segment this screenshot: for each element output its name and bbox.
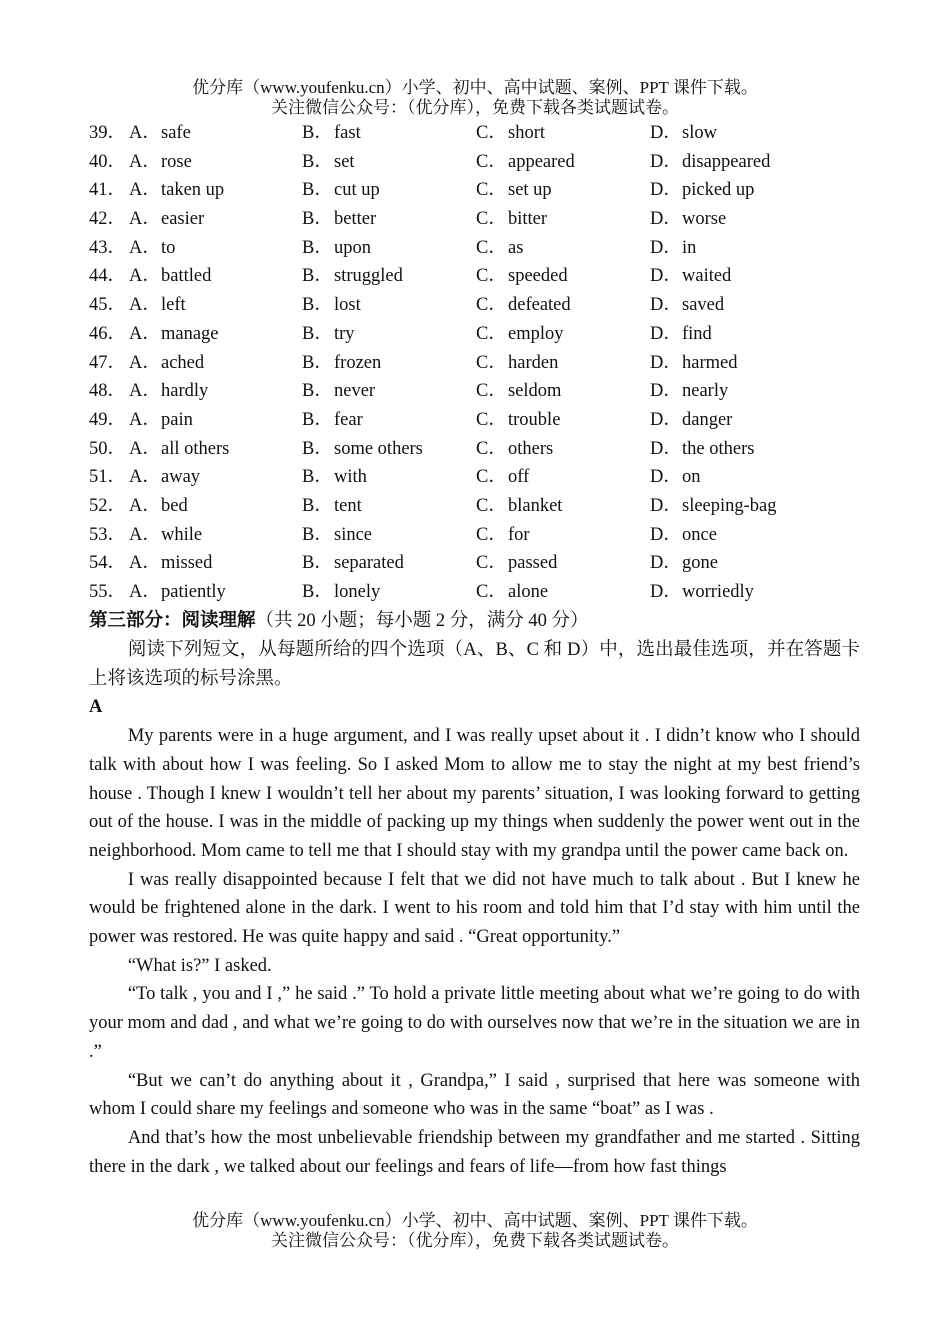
option-b <box>302 578 380 607</box>
option-text: blanket <box>508 495 563 516</box>
option-b <box>302 262 403 291</box>
option-text: try <box>334 323 355 344</box>
option-text: since <box>334 524 373 545</box>
option-letter: D． <box>650 438 682 459</box>
option-letter: A． <box>129 237 161 258</box>
option-letter: B． <box>302 209 333 230</box>
option-b <box>302 463 367 492</box>
option-letter: B． <box>302 151 333 172</box>
question-number: 43． <box>89 237 127 258</box>
option-text: missed <box>161 553 213 574</box>
option-a <box>129 262 211 291</box>
option-text: the others <box>682 438 755 459</box>
option-letter: C． <box>476 123 507 143</box>
option-d <box>650 234 696 263</box>
option-a <box>129 578 226 607</box>
option-b <box>302 521 372 550</box>
passage-paragraph: “But we can’t do anything about it , Grandpa,” I said , surprised that here was someone with whom I could share my feelings and someone who was in the same “boat” as I was . <box>89 1070 860 1120</box>
option-c <box>476 291 571 320</box>
option-text: danger <box>682 409 733 430</box>
question-row <box>89 119 869 148</box>
option-a <box>129 492 188 521</box>
footer-line-1: 优分库（www.youfenku.cn）小学、初中、高中试题、案例、PPT 课件下载。 <box>192 1211 758 1230</box>
option-c <box>476 463 529 492</box>
question-number: 44． <box>89 266 127 287</box>
option-letter: A． <box>129 180 161 201</box>
option-text: employ <box>508 323 564 344</box>
option-letter: A． <box>129 467 161 488</box>
option-text: some others <box>334 438 423 459</box>
reading-section <box>89 636 860 1181</box>
option-d <box>650 148 770 177</box>
option-letter: C． <box>476 266 507 287</box>
option-text: all others <box>161 438 230 459</box>
option-text: worriedly <box>682 582 754 602</box>
option-d <box>650 377 728 406</box>
option-b <box>302 148 355 177</box>
question-number: 39． <box>89 123 127 143</box>
option-b <box>302 291 361 320</box>
option-text: worse <box>682 209 727 230</box>
option-letter: A． <box>129 323 161 344</box>
option-d <box>650 119 717 148</box>
option-letter: B． <box>302 381 333 402</box>
option-a <box>129 320 219 349</box>
question-row <box>89 148 869 177</box>
question-row <box>89 234 869 263</box>
question-number: 45． <box>89 295 127 316</box>
option-letter: C． <box>476 381 507 402</box>
option-letter: A． <box>129 123 161 143</box>
option-c <box>476 234 523 263</box>
option-text: slow <box>682 123 717 143</box>
option-text: seldom <box>508 381 562 402</box>
question-row <box>89 549 869 578</box>
option-c <box>476 320 564 349</box>
option-c <box>476 435 553 464</box>
option-text: frozen <box>334 352 382 373</box>
option-text: appeared <box>508 151 575 172</box>
passage-paragraph: “What is?” I asked. <box>127 955 272 976</box>
question-row <box>89 406 869 435</box>
question-number: 41． <box>89 180 127 201</box>
option-text: hardly <box>161 381 209 402</box>
option-text: fast <box>334 123 361 143</box>
option-d <box>650 521 717 550</box>
option-d <box>650 549 718 578</box>
option-text: set up <box>508 180 552 201</box>
option-c <box>476 377 561 406</box>
question-number: 55． <box>89 582 127 602</box>
question-row <box>89 176 869 205</box>
option-a <box>129 406 193 435</box>
option-text: left <box>161 295 186 316</box>
option-d <box>650 435 754 464</box>
option-text: pain <box>161 409 193 430</box>
option-text: away <box>161 467 201 488</box>
question-row <box>89 320 869 349</box>
option-c <box>476 119 545 148</box>
option-text: upon <box>334 237 371 258</box>
header-line-2: 关注微信公众号：（优分库），免费下载各类试题试卷。 <box>271 98 679 117</box>
option-text: set <box>334 151 355 172</box>
option-letter: A． <box>129 381 161 402</box>
option-text: short <box>508 123 545 143</box>
question-row <box>89 205 869 234</box>
option-d <box>650 349 737 378</box>
option-letter: B． <box>302 409 333 430</box>
option-letter: B． <box>302 237 333 258</box>
option-letter: D． <box>650 352 682 373</box>
option-letter: D． <box>650 237 682 258</box>
option-letter: B． <box>302 266 333 287</box>
option-text: bitter <box>508 209 548 230</box>
option-text: trouble <box>508 409 561 430</box>
option-text: taken up <box>161 180 225 201</box>
option-text: find <box>682 323 712 344</box>
option-d <box>650 291 724 320</box>
option-letter: D． <box>650 266 682 287</box>
option-b <box>302 435 423 464</box>
option-letter: A． <box>129 553 161 574</box>
option-text: easier <box>161 209 205 230</box>
section-title <box>89 607 589 636</box>
option-b <box>302 320 355 349</box>
section-heading: 第三部分：阅读理解 <box>89 611 256 631</box>
option-text: struggled <box>334 266 403 287</box>
option-text: nearly <box>682 381 729 402</box>
option-text: lonely <box>334 582 381 602</box>
option-letter: D． <box>650 553 682 574</box>
passage-label: A <box>89 697 103 718</box>
option-text: picked up <box>682 180 755 201</box>
question-row <box>89 377 869 406</box>
option-text: never <box>334 381 376 402</box>
option-c <box>476 349 558 378</box>
option-letter: D． <box>650 495 682 516</box>
option-letter: A． <box>129 209 161 230</box>
option-letter: C． <box>476 438 507 459</box>
option-letter: B． <box>302 123 333 143</box>
option-letter: B． <box>302 495 333 516</box>
option-text: others <box>508 438 554 459</box>
option-c <box>476 578 548 607</box>
question-row <box>89 521 869 550</box>
option-text: bed <box>161 495 188 516</box>
passage-paragraph: And that’s how the most unbelievable friendship between my grandfather and me started . Sitting there in the dark , we talked about our feelings and fears of life—from how fast things <box>89 1127 860 1177</box>
option-text: battled <box>161 266 212 287</box>
option-letter: B． <box>302 180 333 201</box>
option-d <box>650 463 701 492</box>
option-letter: C． <box>476 553 507 574</box>
option-letter: C． <box>476 582 507 602</box>
option-a <box>129 148 192 177</box>
option-text: on <box>682 467 701 488</box>
option-letter: D． <box>650 323 682 344</box>
option-letter: D． <box>650 209 682 230</box>
passage-paragraph: My parents were in a huge argument, and I was really upset about it . I didn’t know who I should talk with about how I was feeling. So I asked Mom to allow me to stay the night at my best friend’s house . Though I knew I wouldn’t tell her about my parents’ situation, I was looking forward to getting out of the house. I was in the middle of packing up my things when suddenly the power went out in the neighborhood. Mom came to tell me that I should stay with my grandpa until the power came back on. <box>89 726 860 861</box>
question-number: 54． <box>89 553 127 574</box>
option-b <box>302 377 375 406</box>
option-letter: C． <box>476 295 507 316</box>
option-a <box>129 521 202 550</box>
question-number: 48． <box>89 381 127 402</box>
question-row <box>89 291 869 320</box>
option-letter: B． <box>302 553 333 574</box>
option-text: safe <box>161 123 191 143</box>
option-letter: A． <box>129 495 161 516</box>
question-number: 46． <box>89 323 127 344</box>
question-row <box>89 435 869 464</box>
option-text: separated <box>334 553 404 574</box>
option-letter: B． <box>302 524 333 545</box>
option-text: passed <box>508 553 558 574</box>
option-letter: B． <box>302 295 333 316</box>
option-c <box>476 549 557 578</box>
option-letter: D． <box>650 151 682 172</box>
option-letter: B． <box>302 467 333 488</box>
option-b <box>302 205 376 234</box>
header-line-1: 优分库（www.youfenku.cn）小学、初中、高中试题、案例、PPT 课件下载。 <box>192 78 758 97</box>
option-letter: C． <box>476 467 507 488</box>
option-c <box>476 148 575 177</box>
option-d <box>650 492 777 521</box>
option-letter: A． <box>129 266 161 287</box>
option-text: alone <box>508 582 549 602</box>
option-text: once <box>682 524 717 545</box>
option-text: to <box>161 237 176 258</box>
option-text: for <box>508 524 530 545</box>
passage-paragraph: I was really disappointed because I felt that we did not have much to talk about . But I knew he would be frightened alone in the dark. I went to his room and told him that I’d stay with him until the power was restored. He was quite happy and said . “Great opportunity.” <box>89 869 860 948</box>
option-text: rose <box>161 151 192 172</box>
option-letter: D． <box>650 123 682 143</box>
option-text: harmed <box>682 352 738 373</box>
option-d <box>650 406 732 435</box>
option-letter: B． <box>302 438 333 459</box>
option-text: waited <box>682 266 732 287</box>
question-number: 52． <box>89 495 127 516</box>
option-letter: D． <box>650 409 682 430</box>
option-letter: D． <box>650 180 682 201</box>
question-row <box>89 262 869 291</box>
option-letter: D． <box>650 524 682 545</box>
option-a <box>129 291 186 320</box>
option-c <box>476 262 568 291</box>
option-text: sleeping-bag <box>682 495 777 516</box>
option-a <box>129 463 200 492</box>
option-c <box>476 406 560 435</box>
option-text: harden <box>508 352 559 373</box>
option-b <box>302 406 363 435</box>
option-b <box>302 349 381 378</box>
option-text: lost <box>334 295 361 316</box>
option-a <box>129 377 208 406</box>
option-a <box>129 549 212 578</box>
page-footer <box>0 1211 950 1251</box>
question-row <box>89 578 869 607</box>
option-text: in <box>682 237 697 258</box>
option-text: patiently <box>161 582 226 602</box>
option-letter: A． <box>129 524 161 545</box>
option-d <box>650 578 754 607</box>
option-text: tent <box>334 495 362 516</box>
option-b <box>302 119 361 148</box>
option-a <box>129 205 204 234</box>
option-letter: C． <box>476 409 507 430</box>
option-text: fear <box>334 409 363 430</box>
option-b <box>302 234 371 263</box>
question-row <box>89 492 869 521</box>
question-number: 53． <box>89 524 127 545</box>
option-letter: B． <box>302 323 333 344</box>
option-letter: A． <box>129 352 161 373</box>
option-b <box>302 176 380 205</box>
option-letter: A． <box>129 409 161 430</box>
option-a <box>129 435 229 464</box>
option-letter: B． <box>302 352 333 373</box>
option-text: better <box>334 209 377 230</box>
option-text: manage <box>161 323 219 344</box>
option-text: gone <box>682 553 718 574</box>
option-letter: A． <box>129 295 161 316</box>
option-letter: A． <box>129 438 161 459</box>
option-d <box>650 320 712 349</box>
question-row <box>89 463 869 492</box>
option-a <box>129 176 224 205</box>
option-c <box>476 205 547 234</box>
question-number: 51． <box>89 467 127 488</box>
section-instruction: 阅读下列短文，从每题所给的四个选项（A、B、C 和 D）中，选出最佳选项，并在答题卡上将该选项的标号涂黑。 <box>89 640 860 689</box>
section-note: （共 20 小题；每小题 2 分，满分 40 分） <box>255 611 589 631</box>
option-letter: C． <box>476 524 507 545</box>
option-letter: D． <box>650 467 682 488</box>
page-header <box>0 78 950 118</box>
option-letter: D． <box>650 381 682 402</box>
option-letter: C． <box>476 151 507 172</box>
question-number: 40． <box>89 151 127 172</box>
option-c <box>476 492 562 521</box>
option-a <box>129 349 204 378</box>
option-letter: C． <box>476 495 507 516</box>
option-text: while <box>161 524 203 545</box>
question-row <box>89 349 869 378</box>
option-text: speeded <box>508 266 568 287</box>
option-c <box>476 521 530 550</box>
option-c <box>476 176 552 205</box>
option-d <box>650 176 754 205</box>
option-text: ached <box>161 352 205 373</box>
question-number: 47． <box>89 352 127 373</box>
footer-line-2: 关注微信公众号：（优分库），免费下载各类试题试卷。 <box>271 1231 679 1250</box>
option-text: with <box>334 467 367 488</box>
option-text: disappeared <box>682 151 771 172</box>
option-letter: B． <box>302 582 333 602</box>
option-text: defeated <box>508 295 571 316</box>
option-letter: D． <box>650 295 682 316</box>
question-number: 50． <box>89 438 127 459</box>
option-letter: D． <box>650 582 682 602</box>
option-letter: C． <box>476 237 507 258</box>
option-letter: C． <box>476 209 507 230</box>
question-number: 42． <box>89 209 127 230</box>
option-b <box>302 549 404 578</box>
passage-paragraph: “To talk , you and I ,” he said .” To hold a private little meeting about what we’re going to do with your mom and dad , and what we’re going to do with ourselves now that we’re in the situation we are in .” <box>89 984 860 1062</box>
option-letter: C． <box>476 352 507 373</box>
option-text: as <box>508 237 524 258</box>
option-text: off <box>508 467 530 488</box>
option-a <box>129 119 191 148</box>
option-text: saved <box>682 295 725 316</box>
option-text: cut up <box>334 180 380 201</box>
question-number: 49． <box>89 409 127 430</box>
option-b <box>302 492 362 521</box>
option-letter: A． <box>129 582 161 602</box>
option-letter: C． <box>476 323 507 344</box>
option-d <box>650 205 726 234</box>
option-letter: C． <box>476 180 507 201</box>
option-a <box>129 234 175 263</box>
question-list <box>89 119 869 607</box>
option-letter: A． <box>129 151 161 172</box>
option-d <box>650 262 731 291</box>
